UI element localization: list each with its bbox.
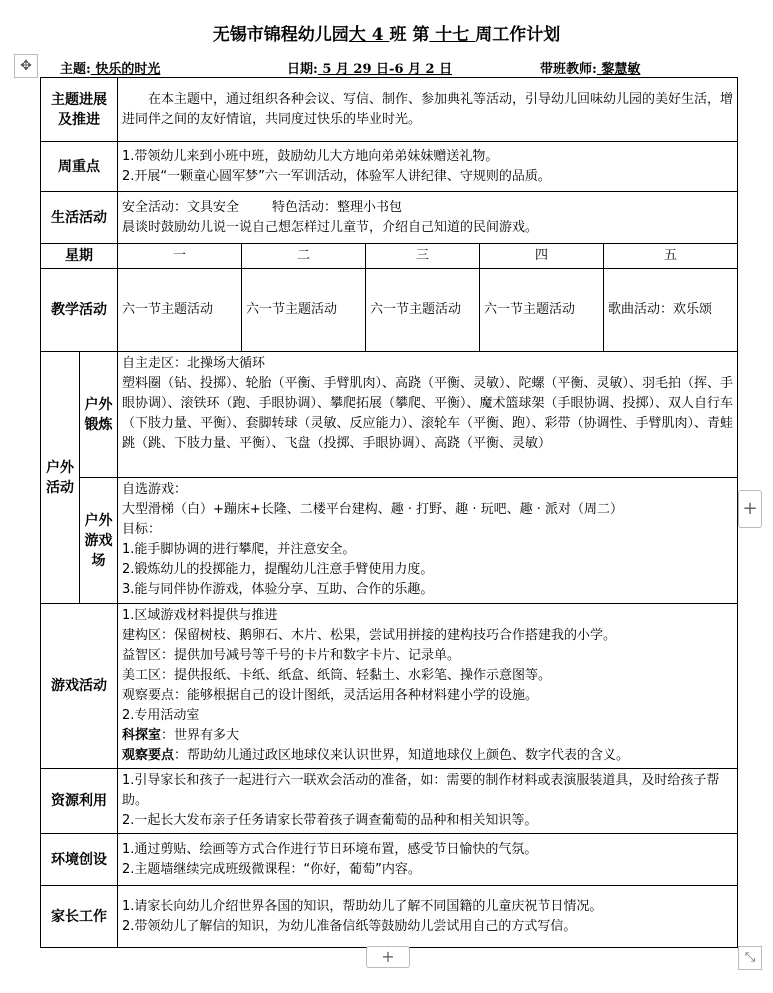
theme-progress-label: 主题进展及推进 [41,78,118,142]
week-focus-label: 周重点 [41,142,118,192]
games-line: 2.锻炼幼儿的投掷能力，提醒幼儿注意手臂使用力度。 [122,562,434,577]
play-line: 美工区：提供报纸、卡纸、纸盒、纸筒、轻黏土、水彩笔、操作示意图等。 [122,668,552,683]
weekday-tue: 二 [242,244,366,269]
teacher-meta [540,58,640,77]
life-line: 安全活动：文具安全 特色活动：整理小书包 [122,199,403,215]
games-line: 目标： [122,522,162,537]
observe-label: 观察要点 [122,748,175,763]
teaching-thu: 六一节主题活动 [480,269,604,352]
outdoor-exercise-row [41,352,738,478]
science-room-label: 科探室 [122,728,162,743]
games-line: 大型滑梯（白）+蹦床+长隆、二楼平台建构、趣 · 打野、趣 · 玩吧、趣 · 派对（周二） [122,502,623,517]
resources-label: 资源利用 [41,769,118,834]
outdoor-label: 户外活动 [41,352,80,604]
play-line: 2.专用活动室 [122,708,200,723]
outdoor-games-row [41,478,738,604]
life-row [41,192,738,244]
week-number: 十七 [429,25,476,45]
environment-text [118,834,738,886]
title-suffix: 周工作计划 [475,25,561,45]
teaching-fri: 歌曲活动：欢乐颂 [604,269,738,352]
parents-item: 1.请家长向幼儿介绍世界各国的知识，帮助幼儿了解不同国籍的儿童庆祝节日情况。 [122,898,603,914]
resources-item: 1.引导家长和孩子一起进行六一联欢会活动的准备，如：需要的制作材料或表演服装道具，及时给孩子帮助。 [122,773,720,808]
play-line: 益智区：提供加号减号等千号的卡片和数字卡片、记录单。 [122,648,461,663]
table-move-icon[interactable]: ✥ [14,54,38,78]
resources-row [41,769,738,834]
weekly-plan-table [40,77,738,948]
theme-value: 快乐的时光 [90,62,161,77]
parents-row [41,886,738,948]
theme-label: 主题: [60,62,91,77]
add-column-icon[interactable]: + [738,490,762,528]
weekday-label: 星期 [41,244,118,269]
school-name: 无锡市锦程幼儿园 [212,25,349,45]
teaching-label: 教学活动 [41,269,118,352]
observe-value: ：帮助幼儿通过政区地球仪来认识世界，知道地球仪上颜色、数字代表的含义。 [174,748,630,763]
play-row [41,604,738,769]
resources-item: 2.一起长大发布亲子任务请家长带着孩子调查葡萄的品种和相关知识等。 [122,813,538,828]
theme-meta [60,58,160,77]
outdoor-games-label: 户外游戏场 [80,478,118,604]
play-observe-line [122,746,733,766]
teacher-label: 带班教师: [540,62,597,77]
teaching-wed: 六一节主题活动 [366,269,480,352]
environment-label: 环境创设 [41,834,118,886]
teaching-tue: 六一节主题活动 [242,269,366,352]
weekday-row [41,244,738,269]
play-line: 1.区域游戏材料提供与推进 [122,608,278,623]
week-focus-item: 1.带领幼儿来到小班中班，鼓励幼儿大方地向弟弟妹妹赠送礼物。 [122,148,499,164]
date-meta [287,58,452,77]
week-focus-text [118,142,738,192]
document-title [0,20,773,45]
outdoor-exercise-label: 户外锻炼 [80,352,118,478]
weekday-wed: 三 [366,244,480,269]
outdoor-exercise-text: 自主走区：北操场大循环 塑料圈（钻、投掷）、轮胎（平衡、手臂肌肉）、高跷（平衡、灵敏）、陀螺（平衡、灵敏）、羽毛拍（挥、手眼协调）、滚铁环（跑、手眼协调）、攀爬拓展（攀爬、平衡）、魔术篮球架（手眼协调、投掷）、双人自行车（下肢力量、平衡）、套脚转球（灵敏、反应能力）、滚轮车（平衡、跑）、彩带（协调性、手臂肌肉）、青蛙跳（跳、下肢力量、平衡）、飞盘（投掷、手眼协调）、高跷（平衡、灵敏） [118,352,738,478]
title-mid: 班 第 [389,25,430,45]
play-science-line [122,726,733,746]
add-row-icon[interactable]: + [366,946,410,968]
date-value: 5 月 29 日-6 月 2 日 [317,62,453,77]
weekday-fri: 五 [604,244,738,269]
weekday-thu: 四 [480,244,604,269]
teacher-value: 黎慧敏 [596,62,641,77]
play-line: 观察要点：能够根据自己的设计图纸，灵活运用各种材料建小学的设施。 [122,688,539,703]
play-text [118,604,738,769]
date-label: 日期: [287,62,318,77]
environment-item: 1.通过剪贴、绘画等方式合作进行节日环境布置，感受节日愉快的气氛。 [122,841,538,857]
resources-text [118,769,738,834]
week-focus-item: 2.开展“一颗童心圆军梦”六一军训活动，体验军人讲纪律、守规则的品质。 [122,168,551,184]
play-label: 游戏活动 [41,604,118,769]
life-label: 生活活动 [41,192,118,244]
week-focus-row [41,142,738,192]
science-room-value: ：世界有多大 [161,728,240,743]
games-line: 1.能手脚协调的进行攀爬，并注意安全。 [122,542,356,557]
weekday-mon: 一 [118,244,242,269]
theme-progress-row [41,78,738,142]
outdoor-games-text [118,478,738,604]
life-text [118,192,738,244]
environment-row [41,834,738,886]
class-name: 大 4 [348,25,390,45]
parents-text [118,886,738,948]
parents-item: 2.带领幼儿了解信的知识，为幼儿准备信纸等鼓励幼儿尝试用自己的方式写信。 [122,918,577,934]
teaching-row [41,269,738,352]
life-line: 晨谈时鼓励幼儿说一说自己想怎样过儿童节，介绍自己知道的民间游戏。 [122,219,539,235]
play-line: 建构区：保留树枝、鹅卵石、木片、松果，尝试用拼接的建构技巧合作搭建我的小学。 [122,628,617,643]
environment-item: 2.主题墙继续完成班级微课程：“你好，葡萄”内容。 [122,861,421,877]
games-line: 自选游戏： [122,482,188,497]
parents-label: 家长工作 [41,886,118,948]
theme-progress-text: 在本主题中，通过组织各种会议、写信、制作、参加典礼等活动，引导幼儿回味幼儿园的美好生活，增进同伴之间的友好情谊，共同度过快乐的毕业时光。 [118,78,738,142]
games-line: 3.能与同伴协作游戏，体验分享、互助、合作的乐趣。 [122,582,434,597]
teaching-mon: 六一节主题活动 [118,269,242,352]
table-resize-icon[interactable]: ⤡ [738,946,762,970]
